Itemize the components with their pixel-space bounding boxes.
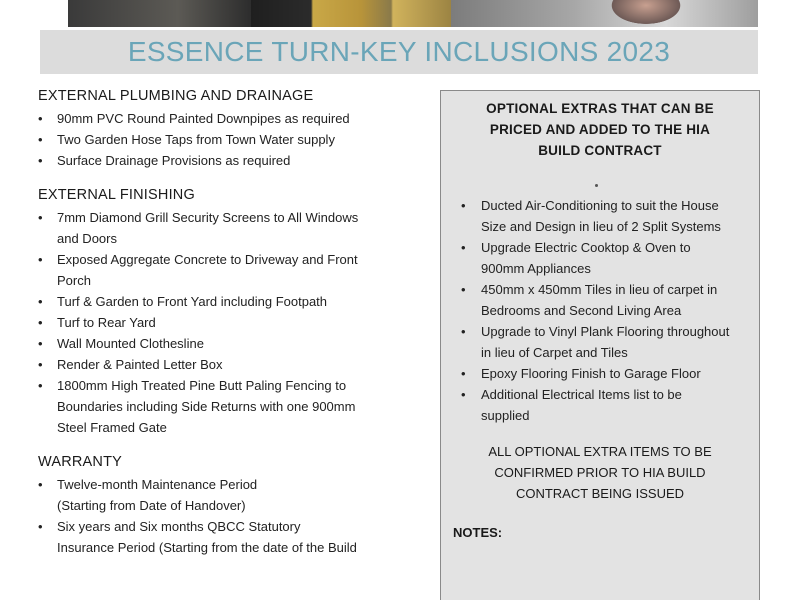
bullet-icon: •	[38, 378, 43, 393]
stray-dot-mark	[595, 184, 598, 187]
photo-figure	[606, 0, 686, 27]
section-heading-plumbing: EXTERNAL PLUMBING AND DRAINAGE	[38, 88, 314, 104]
list-item	[461, 195, 756, 237]
external-finishing-list	[38, 207, 398, 438]
bullet-icon: •	[461, 324, 466, 339]
bullet-icon: •	[38, 315, 43, 330]
bullet-icon: •	[38, 336, 43, 351]
list-item	[461, 279, 756, 321]
note-line: CONFIRMED PRIOR TO HIA BUILD	[494, 465, 706, 480]
note-line: CONTRACT BEING ISSUED	[515, 486, 685, 501]
list-item-text: 1800mm High Treated Pine Butt Paling Fencing to	[57, 378, 347, 393]
bullet-icon: •	[38, 153, 43, 168]
list-item-text-cont: supplied	[481, 408, 530, 423]
optional-extras-title-line: PRICED AND ADDED TO THE HIA	[489, 122, 711, 137]
optional-extras-note	[441, 441, 759, 504]
photo-exterior	[68, 0, 251, 27]
bullet-icon: •	[38, 132, 43, 147]
section-heading-external-finishing: EXTERNAL FINISHING	[38, 187, 195, 203]
bullet-icon: •	[38, 252, 43, 267]
bullet-icon: •	[38, 477, 43, 492]
list-item	[461, 363, 756, 384]
list-item-text: Twelve-month Maintenance Period	[57, 477, 258, 492]
bullet-icon: •	[38, 357, 43, 372]
photo-garden-fence	[251, 0, 451, 27]
list-item-text: Ducted Air-Conditioning to suit the House	[481, 198, 719, 213]
photo-family	[451, 0, 758, 27]
list-item-text: Upgrade Electric Cooktop & Oven to	[481, 240, 691, 255]
plumbing-list	[38, 108, 398, 171]
list-item-text: 90mm PVC Round Painted Downpipes as required	[57, 111, 350, 126]
list-item	[38, 207, 398, 249]
bullet-icon: •	[461, 282, 466, 297]
list-item-text: Six years and Six months QBCC Statutory	[57, 519, 301, 534]
list-item-text-cont: Insurance Period (Starting from the date of the Build	[57, 540, 357, 555]
bullet-icon: •	[461, 387, 466, 402]
list-item	[38, 375, 398, 438]
inclusions-column	[38, 88, 398, 558]
bullet-icon: •	[461, 240, 466, 255]
list-item-text: Additional Electrical Items list to be	[481, 387, 682, 402]
note-line: ALL OPTIONAL EXTRA ITEMS TO BE	[488, 444, 712, 459]
warranty-list	[38, 474, 398, 558]
page-title: ESSENCE TURN-KEY INCLUSIONS 2023	[127, 36, 671, 67]
notes-label: NOTES:	[453, 525, 503, 540]
list-item-text: Turf to Rear Yard	[57, 315, 156, 330]
list-item	[38, 333, 398, 354]
bullet-icon: •	[461, 366, 466, 381]
bullet-icon: •	[38, 111, 43, 126]
list-item	[461, 237, 756, 279]
list-item-text: Surface Drainage Provisions as required	[57, 153, 291, 168]
list-item-text-cont: and Doors	[57, 231, 117, 246]
list-item	[38, 516, 398, 558]
list-item-text: Render & Painted Letter Box	[57, 357, 223, 372]
list-item	[38, 291, 398, 312]
bullet-icon: •	[38, 294, 43, 309]
list-item-text: Upgrade to Vinyl Plank Flooring throughout	[481, 324, 730, 339]
list-item	[38, 150, 398, 171]
list-item-text: 450mm x 450mm Tiles in lieu of carpet in	[481, 282, 718, 297]
optional-extras-title-line: BUILD CONTRACT	[538, 143, 662, 158]
list-item	[38, 108, 398, 129]
list-item-text: Two Garden Hose Taps from Town Water supply	[57, 132, 335, 147]
list-item	[38, 354, 398, 375]
list-item-text: Turf & Garden to Front Yard including Footpath	[57, 294, 328, 309]
list-item-text: Exposed Aggregate Concrete to Driveway and Front	[57, 252, 358, 267]
list-item	[461, 384, 756, 426]
list-item	[38, 312, 398, 333]
bullet-icon: •	[38, 519, 43, 534]
list-item-text-cont: Bedrooms and Second Living Area	[481, 303, 682, 318]
optional-extras-title-line: OPTIONAL EXTRAS THAT CAN BE	[486, 101, 714, 116]
list-item	[38, 129, 398, 150]
title-band	[40, 30, 758, 74]
list-item-text: Wall Mounted Clothesline	[57, 336, 204, 351]
optional-extras-list	[461, 195, 756, 426]
list-item-text-cont: Steel Framed Gate	[57, 420, 167, 435]
list-item-text-cont: in lieu of Carpet and Tiles	[481, 345, 628, 360]
header-photo-strip	[68, 0, 758, 27]
list-item	[461, 321, 756, 363]
section-heading-warranty: WARRANTY	[38, 454, 123, 470]
bullet-icon: •	[38, 210, 43, 225]
list-item	[38, 474, 398, 516]
bullet-icon: •	[461, 198, 466, 213]
list-item-text-cont: (Starting from Date of Handover)	[57, 498, 246, 513]
optional-extras-title	[441, 98, 759, 161]
list-item-text-cont: Boundaries including Side Returns with one 900mm	[57, 399, 356, 414]
list-item-text-cont: Porch	[57, 273, 91, 288]
optional-extras-box	[440, 90, 760, 600]
list-item-text: 7mm Diamond Grill Security Screens to All Windows	[57, 210, 359, 225]
list-item-text-cont: 900mm Appliances	[481, 261, 591, 276]
list-item-text: Epoxy Flooring Finish to Garage Floor	[481, 366, 701, 381]
list-item	[38, 249, 398, 291]
list-item-text-cont: Size and Design in lieu of 2 Split Systems	[481, 219, 721, 234]
